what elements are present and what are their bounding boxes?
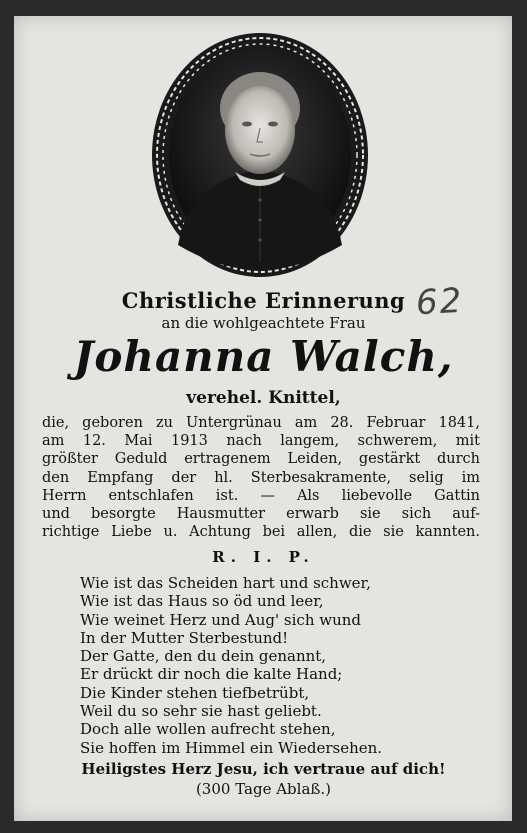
poem-line: Doch alle wollen aufrecht stehen, — [80, 720, 336, 739]
poem-line: Die Kinder stehen tiefbetrübt, — [80, 683, 310, 702]
poem-line: Er drückt dir noch die kalte Hand; — [80, 665, 343, 684]
biography-line: richtige Liebe u. Achtung bei allen, die sie kannten. — [42, 524, 480, 541]
poem-line: Sie hoffen im Himmel ein Wiedersehen. — [80, 738, 383, 757]
heading: Christliche Erinnerung — [121, 288, 406, 313]
poem-line: Der Gatte, den du dein genannt, — [80, 647, 327, 666]
deceased-name: Johanna Walch, — [73, 332, 454, 381]
poem — [80, 574, 460, 757]
biography-line: größter Geduld ertragenem Leiden, gestärkt durch — [42, 451, 480, 468]
biography-line: am 12. Mai 1913 nach langem, schwerem, mit — [42, 433, 480, 450]
portrait-frame — [150, 30, 370, 280]
poem-line: Wie ist das Haus so öd und leer, — [80, 592, 324, 611]
poem-line: In der Mutter Sterbestund! — [80, 628, 289, 647]
subheading: an die wohlgeachtete Frau — [161, 314, 366, 332]
biography-text — [42, 414, 480, 541]
portrait-image — [150, 30, 370, 280]
indulgence-note: (300 Tage Ablaß.) — [195, 780, 332, 798]
handwritten-number: 62 — [414, 280, 465, 324]
poem-line: Weil du so sehr sie hast geliebt. — [80, 702, 322, 721]
rip-heading: R. I. P. — [212, 548, 315, 566]
biography-line: und besorgte Hausmutter erwarb sie sich auf- — [42, 506, 480, 523]
poem-line: Wie weinet Herz und Aug' sich wund — [80, 610, 362, 629]
biography-line: die, geboren zu Untergrünau am 28. Februar 1841, — [42, 415, 480, 431]
married-name: verehel. Knittel, — [186, 388, 341, 408]
poem-line: Wie ist das Scheiden hart und schwer, — [80, 574, 371, 592]
biography-line: den Empfang der hl. Sterbesakramente, selig im — [42, 469, 480, 486]
biography-line: Herrn entschlafen ist. — Als liebevolle Gattin — [42, 487, 480, 504]
prayer: Heiligstes Herz Jesu, ich vertraue auf dich! — [81, 760, 446, 778]
